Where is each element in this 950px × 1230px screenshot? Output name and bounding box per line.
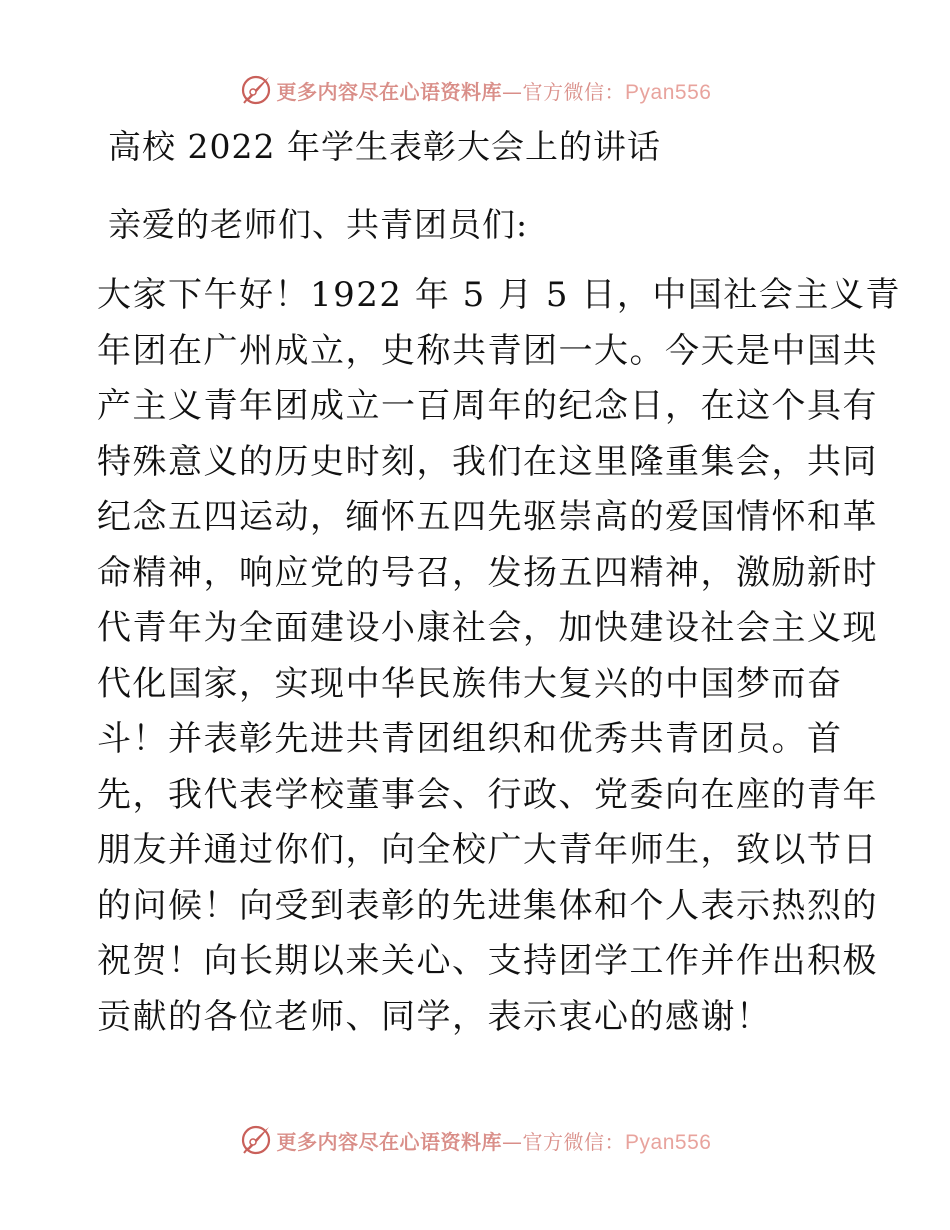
quill-circle-icon: [239, 1123, 273, 1157]
body-line: 产主义青年团成立一百周年的纪念日，在这个具有: [97, 386, 878, 426]
document-title: 高校 2022 年学生表彰大会上的讲话: [108, 127, 661, 166]
watermark-text: [277, 1126, 712, 1155]
body-line: 命精神，响应党的号召，发扬五四精神，激励新时: [97, 552, 878, 593]
watermark-text: [277, 76, 712, 105]
watermark-wechat-label: 官方微信：: [522, 79, 626, 104]
watermark-dash: —: [502, 79, 523, 104]
watermark-wechat-id: Pyan556: [625, 80, 712, 104]
body-line: 的问候！向受到表彰的先进集体和个人表示热烈的: [97, 885, 878, 926]
body-line: 先，我代表学校董事会、行政、党委向在座的青年: [97, 774, 878, 815]
body-line: 纪念五四运动，缅怀五四先驱崇高的爱国情怀和革: [97, 497, 878, 537]
body-line: 朋友并通过你们，向全校广大青年师生，致以节日: [97, 830, 878, 870]
watermark-dash: —: [502, 1129, 523, 1154]
watermark-brand: 更多内容尽在心语资料库: [276, 1129, 503, 1154]
body-line: 大家下午好！1922 年 5 月 5 日，中国社会主义青: [97, 275, 901, 315]
body-line: 特殊意义的历史时刻，我们在这里隆重集会，共同: [97, 441, 878, 482]
footer-watermark: [0, 1120, 950, 1160]
body-paragraph: [97, 268, 901, 1045]
body-line: 贡献的各位老师、同学，表示衷心的感谢！: [97, 996, 772, 1037]
body-line: 代青年为全面建设小康社会，加快建设社会主义现: [97, 608, 878, 648]
watermark-wechat-id: Pyan556: [625, 1130, 712, 1154]
salutation: 亲爱的老师们、共青团员们:: [108, 205, 529, 244]
watermark-brand: 更多内容尽在心语资料库: [276, 79, 503, 104]
body-line: 斗！并表彰先进共青团组织和优秀共青团员。首: [97, 719, 843, 759]
body-line: 祝贺！向长期以来关心、支持团学工作并作出积极: [97, 941, 878, 981]
body-line: 代化国家，实现中华民族伟大复兴的中国梦而奋: [97, 663, 843, 704]
quill-circle-icon: [239, 73, 273, 107]
body-line: 年团在广州成立，史称共青团一大。今天是中国共: [97, 330, 878, 371]
watermark-wechat-label: 官方微信：: [522, 1129, 626, 1154]
header-watermark: [0, 70, 950, 110]
